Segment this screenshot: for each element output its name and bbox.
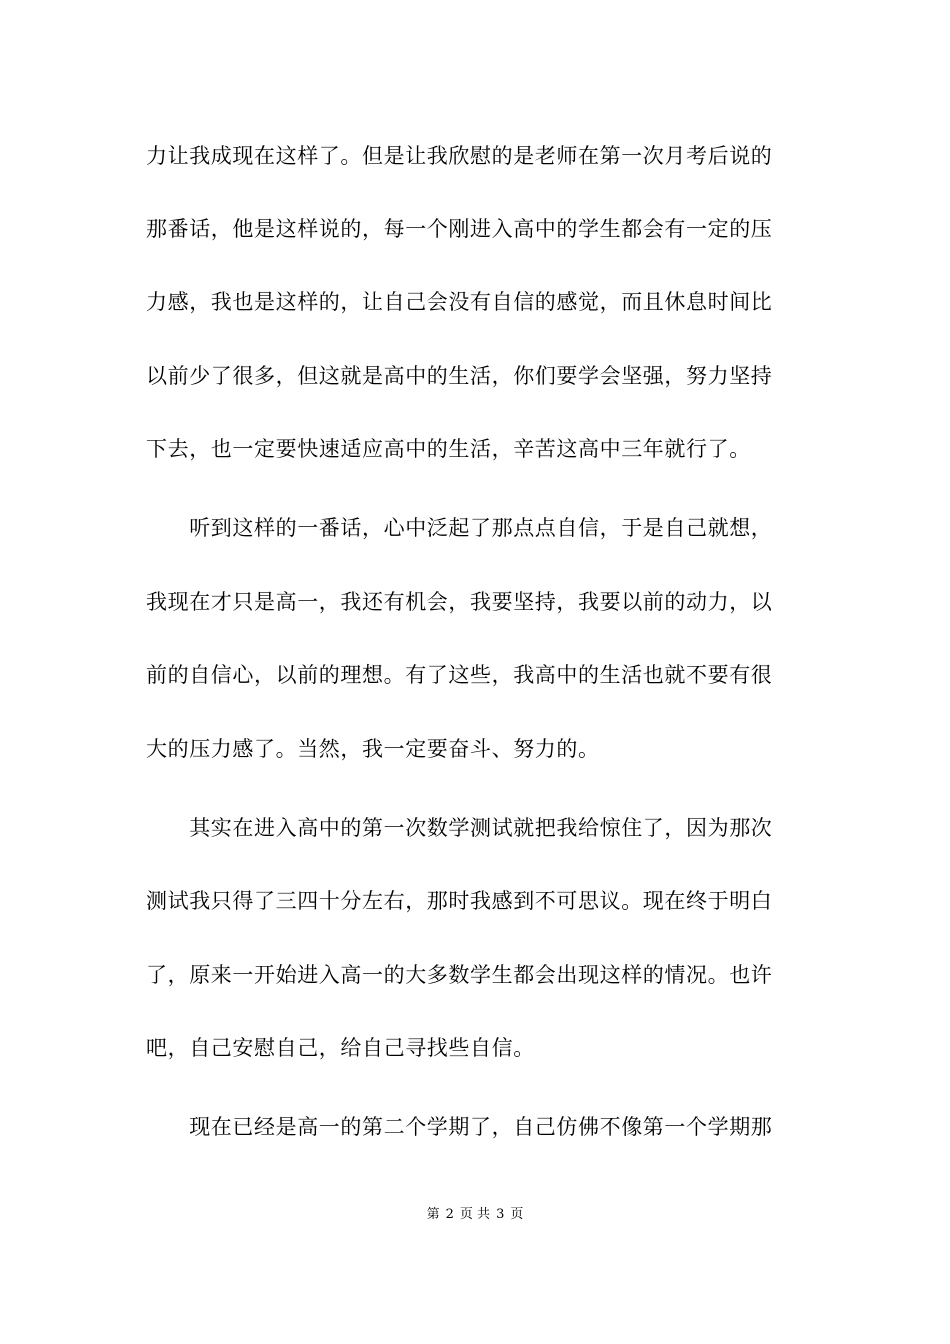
page-footer (0, 1206, 950, 1224)
text-line: 大的压力感了。当然，我一定要奋斗、努力的。 (146, 737, 600, 761)
total-pages-number: 3 (496, 1207, 505, 1222)
text-line: 以前少了很多，但这就是高中的生活，你们要学会坚强，努力坚持 (146, 364, 773, 388)
footer-middle: 页 共 (459, 1207, 491, 1222)
text-line: 那番话，他是这样说的，每一个刚进入高中的学生都会有一定的压 (146, 217, 773, 241)
paragraph-start-line: 现在已经是高一的第二个学期了，自己仿佛不像第一个学期那 (146, 1115, 773, 1139)
text-line: 力让我成现在这样了。但是让我欣慰的是老师在第一次月考后说的 (146, 144, 773, 168)
text-line: 测试我只得了三四十分左右，那时我感到不可思议。现在终于明白 (146, 889, 773, 913)
footer-prefix: 第 (426, 1207, 440, 1222)
paragraph-start-line: 听到这样的一番话，心中泛起了那点点自信，于是自己就想， (146, 516, 773, 540)
text-line: 力感，我也是这样的，让自己会没有自信的感觉，而且休息时间比 (146, 290, 773, 314)
text-line: 我现在才只是高一，我还有机会，我要坚持，我要以前的动力，以 (146, 590, 773, 614)
paragraph-start-line: 其实在进入高中的第一次数学测试就把我给惊住了，因为那次 (146, 816, 773, 840)
current-page-number: 2 (445, 1207, 454, 1222)
footer-suffix: 页 (510, 1207, 524, 1222)
text-line: 了，原来一开始进入高一的大多数学生都会出现这样的情况。也许 (146, 963, 773, 987)
text-line: 下去，也一定要快速适应高中的生活，辛苦这高中三年就行了。 (146, 437, 751, 461)
text-line: 吧，自己安慰自己，给自己寻找些自信。 (146, 1036, 535, 1060)
text-line: 前的自信心，以前的理想。有了这些，我高中的生活也就不要有很 (146, 663, 773, 687)
